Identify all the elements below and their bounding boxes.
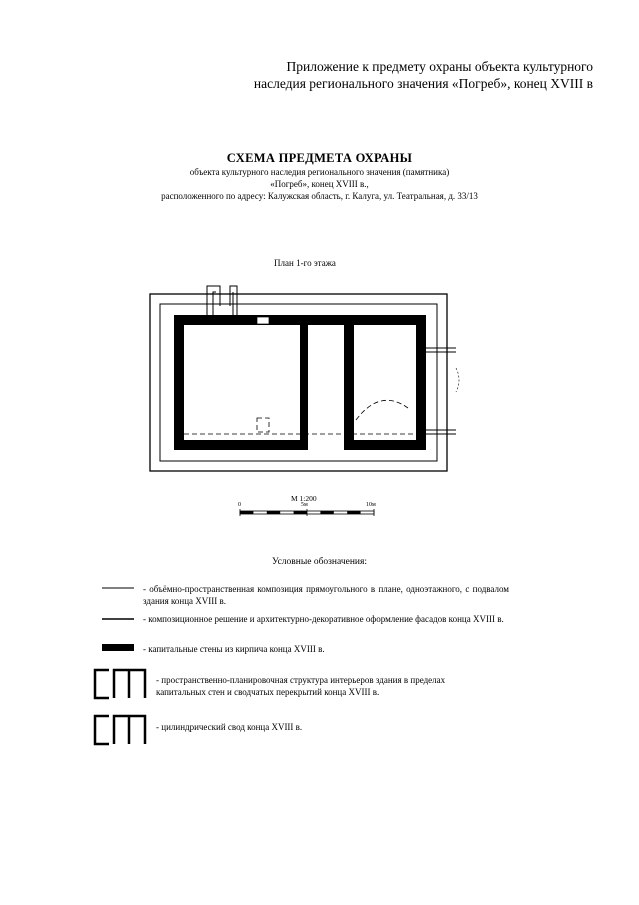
subtitle-line-1: объекта культурного наследия регионального значения (памятника)	[189, 167, 450, 177]
legend-symbol-capital-wall	[102, 644, 136, 652]
capital-walls	[174, 315, 426, 450]
legend-item-4: - пространственно-планировочная структура интерьеров здания в пределах капитальных стен и сводчатых перекрытий конца XVIII в.	[156, 675, 446, 697]
scale-tick-5: 5м	[301, 502, 308, 508]
legend-symbol-facade-line	[102, 617, 136, 621]
porch	[426, 348, 459, 434]
legend-item-5: - цилиндрический свод конца XVIII в.	[156, 722, 303, 732]
legend-title: Условные обозначения:	[271, 557, 367, 567]
document-header	[254, 58, 593, 92]
header-line-1: Приложение к предмету охраны объекта культурного	[286, 59, 593, 74]
header-line-2: наследия регионального значения «Погреб», конец XVIII в	[253, 76, 593, 91]
legend-symbol-interior-structure	[93, 668, 149, 700]
legend-item-1: - объёмно-пространственная композиция прямоугольного в плане, одноэтажного, с подвалом здания конца XVIII в.	[143, 584, 509, 606]
scale-bar	[236, 508, 382, 522]
document-title: СХЕМА ПРЕДМЕТА ОХРАНЫ	[226, 151, 413, 165]
legend-item-3: - капитальные стены из кирпича конца XVIII в.	[143, 644, 325, 654]
scale-tick-10: 10м	[366, 502, 376, 508]
legend-symbol-cylindrical-vault	[93, 714, 149, 746]
subtitle-line-2: «Погреб», конец XVIII в.,	[270, 179, 369, 189]
legend-item-2: - композиционное решение и архитектурно-декоративное оформление фасадов конца XVIII в.	[143, 614, 504, 624]
inner-contour	[160, 304, 437, 461]
legend-symbol-volume-line	[102, 586, 136, 590]
subtitle-line-3: расположенного по адресу: Калужская область, г. Калуга, ул. Театральная, д. 33/13	[161, 191, 478, 201]
scale-label: М 1:200	[291, 494, 317, 503]
plan-label: План 1-го этажа	[274, 258, 336, 268]
scale-tick-0: 0	[238, 502, 241, 508]
floor-plan-drawing	[140, 280, 470, 480]
document-subtitle	[0, 166, 639, 202]
